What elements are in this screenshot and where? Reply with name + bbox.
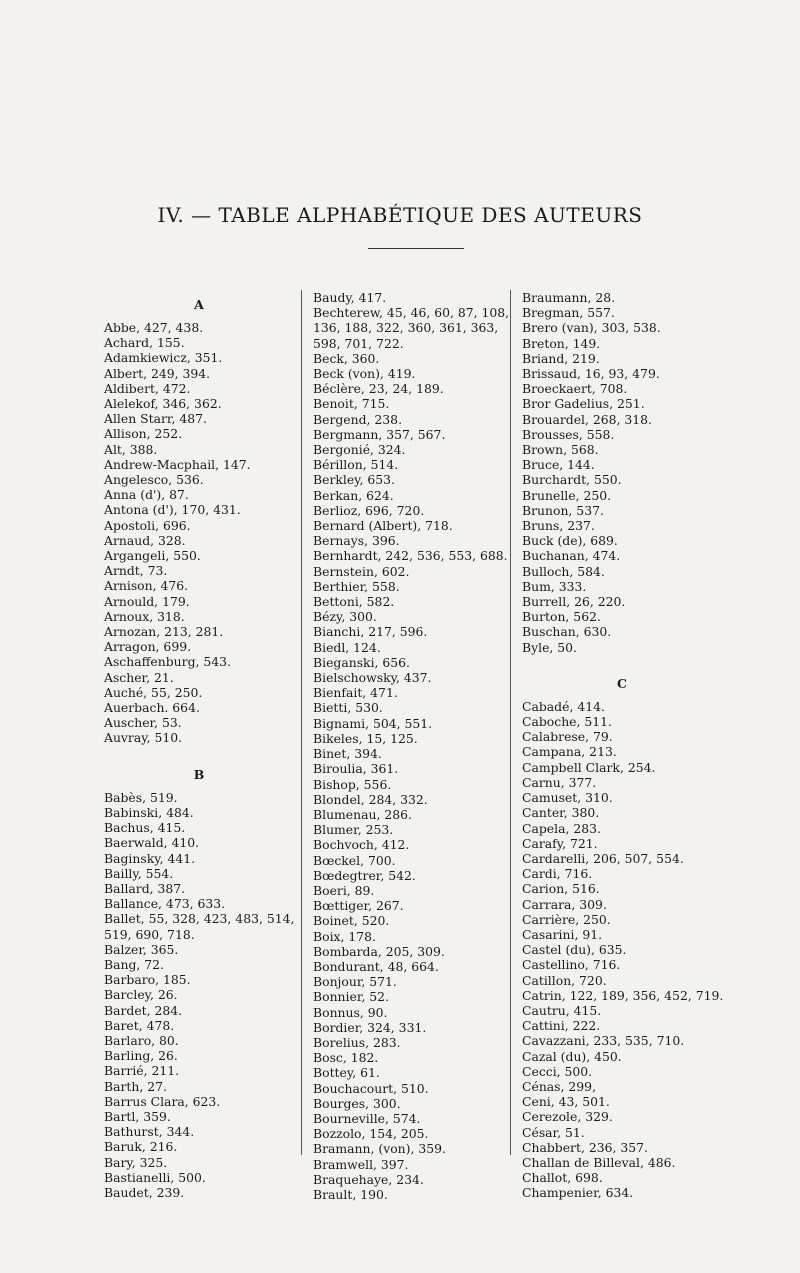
index-entry: Bruns, 237. bbox=[522, 518, 595, 534]
index-entry: Bulloch, 584. bbox=[522, 563, 605, 579]
index-entry: Bœttiger, 267. bbox=[313, 898, 404, 914]
index-entry: Borelius, 283. bbox=[313, 1034, 401, 1050]
index-entry: Berthier, 558. bbox=[313, 578, 400, 594]
index-entry: Boinet, 520. bbox=[313, 913, 390, 929]
section-letter: C bbox=[617, 675, 627, 691]
index-entry: Bietti, 530. bbox=[313, 700, 383, 716]
index-entry: Auscher, 53. bbox=[104, 715, 182, 731]
index-entry: Castel (du), 635. bbox=[522, 942, 627, 958]
page-title: IV. — TABLE ALPHABÉTIQUE DES AUTEURS bbox=[157, 203, 643, 227]
index-entry: Ballance, 473, 633. bbox=[104, 896, 226, 912]
index-entry: Brunelle, 250. bbox=[522, 487, 612, 503]
index-entry: Bondurant, 48, 664. bbox=[313, 958, 439, 974]
index-entry: Berkley, 653. bbox=[313, 472, 395, 488]
index-entry: Arragon, 699. bbox=[104, 639, 192, 655]
index-entry: Bozzolo, 154, 205. bbox=[313, 1126, 429, 1142]
index-entry: Cénas, 299, bbox=[522, 1078, 597, 1094]
index-entry: Abbe, 427, 438. bbox=[104, 320, 204, 335]
index-entry: Catillon, 720. bbox=[522, 972, 607, 988]
index-entry: Ballard, 387. bbox=[104, 880, 186, 896]
index-entry: Byle, 50. bbox=[522, 639, 577, 655]
index-entry: Bielschowsky, 437. bbox=[313, 670, 432, 686]
index-entry: Boix, 178. bbox=[313, 928, 376, 944]
section-gap bbox=[104, 746, 294, 760]
index-entry: Casarini, 91. bbox=[522, 926, 603, 942]
index-entry: Arnoux, 318. bbox=[104, 608, 185, 624]
index-entry: Carafy, 721. bbox=[522, 835, 598, 851]
index-entry: Bordier, 324, 331. bbox=[313, 1019, 427, 1035]
index-entry: Burton, 562. bbox=[522, 609, 601, 625]
index-column-1 bbox=[104, 290, 294, 1200]
index-entry: Blumer, 253. bbox=[313, 822, 394, 838]
index-entry: Brouardel, 268, 318. bbox=[522, 411, 652, 427]
index-entry: Cattini, 222. bbox=[522, 1018, 601, 1034]
index-entry: Auerbach. 664. bbox=[104, 700, 200, 716]
index-entry: Brault, 190. bbox=[313, 1186, 388, 1202]
index-entry: Bernays, 396. bbox=[313, 533, 400, 549]
index-entry: Cazal (du), 450. bbox=[522, 1048, 622, 1064]
index-entry: Braumann, 28. bbox=[522, 290, 616, 305]
index-entry: Antona (d'), 170, 431. bbox=[104, 502, 241, 518]
index-entry: Baudy, 417. bbox=[313, 290, 387, 305]
index-entry: Bœdegtrer, 542. bbox=[313, 867, 416, 883]
index-entry: 519, 690, 718. bbox=[104, 926, 195, 942]
index-entry: Bruce, 144. bbox=[522, 457, 595, 473]
index-entry: Bianchi, 217, 596. bbox=[313, 624, 428, 640]
index-entry: Babinski, 484. bbox=[104, 804, 194, 820]
index-entry: Bonnier, 52. bbox=[313, 989, 389, 1005]
index-entry: Bienfait, 471. bbox=[313, 685, 398, 701]
index-entry: Bochvoch, 412. bbox=[313, 837, 410, 853]
index-entry: Bror Gadelius, 251. bbox=[522, 396, 645, 412]
index-entry: Champenier, 634. bbox=[522, 1185, 634, 1201]
index-entry: Bastianelli, 500. bbox=[104, 1169, 206, 1185]
index-entry: Biedl, 124. bbox=[313, 639, 381, 655]
index-entry: Cautru, 415. bbox=[522, 1002, 602, 1018]
index-entry: Blumenau, 286. bbox=[313, 806, 412, 822]
index-entry: Castellino, 716. bbox=[522, 957, 621, 973]
index-entry: Camuset, 310. bbox=[522, 790, 613, 806]
section-letter: B bbox=[193, 766, 205, 782]
index-entry: Bernhardt, 242, 536, 553, 688. bbox=[313, 548, 508, 564]
index-entry: Bechterew, 45, 46, 60, 87, 108, bbox=[313, 305, 510, 321]
index-entry: Bergonié, 324. bbox=[313, 442, 406, 458]
index-entry: Brousses, 558. bbox=[522, 426, 615, 442]
index-entry: Auvray, 510. bbox=[104, 730, 183, 746]
index-entry: Albert, 249, 394. bbox=[104, 365, 211, 381]
title-underline bbox=[368, 248, 464, 249]
index-entry: Bettoni, 582. bbox=[313, 594, 395, 610]
index-entry: Beck, 360. bbox=[313, 350, 380, 366]
index-entry: Arnaud, 328. bbox=[104, 532, 186, 548]
index-entry: Cardarelli, 206, 507, 554. bbox=[522, 850, 684, 866]
index-entry: Anna (d'), 87. bbox=[104, 487, 189, 503]
index-entry: Berlioz, 696, 720. bbox=[313, 502, 425, 518]
index-entry: Bérillon, 514. bbox=[313, 457, 399, 473]
index-entry: Carnu, 377. bbox=[522, 774, 597, 790]
index-entry: Broeckaert, 708. bbox=[522, 381, 628, 397]
index-entry: Caboche, 511. bbox=[522, 714, 612, 730]
index-entry: Cecci, 500. bbox=[522, 1063, 593, 1079]
index-entry: Baret, 478. bbox=[104, 1017, 175, 1033]
index-entry: Barcley, 26. bbox=[104, 987, 178, 1003]
index-entry: Bachus, 415. bbox=[104, 820, 186, 836]
index-entry: Brero (van), 303, 538. bbox=[522, 320, 661, 336]
index-entry: César, 51. bbox=[522, 1124, 585, 1140]
index-entry: Andrew-Macphail, 147. bbox=[104, 456, 251, 472]
index-entry: Blondel, 284, 332. bbox=[313, 791, 428, 807]
index-entry: Bœckel, 700. bbox=[313, 852, 396, 868]
index-entry: Capela, 283. bbox=[522, 820, 601, 836]
index-entry: Bregman, 557. bbox=[522, 305, 615, 321]
index-entry: Bartl, 359. bbox=[104, 1108, 171, 1124]
index-entry: Bonjour, 571. bbox=[313, 974, 397, 990]
index-entry: Arnozan, 213, 281. bbox=[104, 624, 224, 640]
index-entry: Baudet, 239. bbox=[104, 1184, 185, 1200]
index-entry: Bézy, 300. bbox=[313, 609, 377, 625]
index-entry: Buschan, 630. bbox=[522, 624, 612, 640]
index-entry: 598, 701, 722. bbox=[313, 335, 404, 351]
index-entry: Baginsky, 441. bbox=[104, 850, 196, 866]
index-entry: Baerwald, 410. bbox=[104, 835, 200, 851]
index-entry: Babès, 519. bbox=[104, 789, 178, 805]
index-entry: Ballet, 55, 328, 423, 483, 514, bbox=[104, 911, 295, 927]
index-entry: Arndt, 73. bbox=[104, 563, 168, 579]
index-entry: Burchardt, 550. bbox=[522, 472, 622, 488]
index-entry: Bernard (Albert), 718. bbox=[313, 518, 453, 534]
index-entry: Cabadé, 414. bbox=[522, 698, 605, 714]
index-entry: Burrell, 26, 220. bbox=[522, 594, 626, 610]
index-entry: Carrara, 309. bbox=[522, 896, 607, 912]
index-entry: Arnould, 179. bbox=[104, 593, 190, 609]
index-entry: Bang, 72. bbox=[104, 956, 164, 972]
index-entry: Bieganski, 656. bbox=[313, 654, 410, 670]
index-entry: Bombarda, 205, 309. bbox=[313, 943, 445, 959]
index-entry: Beck (von), 419. bbox=[313, 366, 416, 382]
index-entry: Briand, 219. bbox=[522, 350, 600, 366]
index-entry: Cerezole, 329. bbox=[522, 1109, 613, 1125]
index-entry: Adamkiewicz, 351. bbox=[104, 350, 223, 366]
index-entry: Alelekof, 346, 362. bbox=[104, 396, 222, 412]
index-entry: Argangeli, 550. bbox=[104, 548, 201, 564]
index-entry: Cavazzani, 233, 535, 710. bbox=[522, 1033, 685, 1049]
index-entry: Balzer, 365. bbox=[104, 941, 179, 957]
index-entry: Aschaffenburg, 543. bbox=[104, 654, 231, 670]
index-column-2 bbox=[313, 290, 513, 1202]
index-entry: Alt, 388. bbox=[104, 441, 158, 457]
index-entry: Brunon, 537. bbox=[522, 502, 604, 518]
index-entry: Brown, 568. bbox=[522, 442, 599, 458]
index-entry: Bardet, 284. bbox=[104, 1002, 183, 1018]
index-entry: Catrin, 122, 189, 356, 452, 719. bbox=[522, 987, 724, 1003]
index-entry: Barrus Clara, 623. bbox=[104, 1093, 221, 1109]
index-column-3 bbox=[522, 290, 722, 1201]
index-entry: Barbaro, 185. bbox=[104, 972, 191, 988]
index-entry: Binet, 394. bbox=[313, 746, 382, 762]
index-entry: Calabrese, 79. bbox=[522, 729, 613, 745]
index-entry: Canter, 380. bbox=[522, 805, 600, 821]
index-entry: Breton, 149. bbox=[522, 335, 601, 351]
index-entry: Allen Starr, 487. bbox=[104, 411, 207, 427]
index-entry: Bonnus, 90. bbox=[313, 1004, 388, 1020]
column-divider bbox=[301, 290, 302, 1155]
index-entry: Braquehaye, 234. bbox=[313, 1171, 424, 1187]
index-entry: Ceni, 43, 501. bbox=[522, 1094, 610, 1110]
index-entry: Arnison, 476. bbox=[104, 578, 189, 594]
index-entry: Allison, 252. bbox=[104, 426, 183, 442]
section-gap bbox=[522, 655, 722, 669]
index-entry: Bergmann, 357, 567. bbox=[313, 426, 446, 442]
index-entry: Auché, 55, 250. bbox=[104, 684, 203, 700]
index-entry: Bouchacourt, 510. bbox=[313, 1080, 429, 1096]
index-entry: Ascher, 21. bbox=[104, 669, 174, 685]
index-entry: Bramwell, 397. bbox=[313, 1156, 409, 1172]
index-entry: Challot, 698. bbox=[522, 1170, 603, 1186]
index-entry: Bignami, 504, 551. bbox=[313, 715, 433, 731]
index-entry: Campbell Clark, 254. bbox=[522, 759, 656, 775]
index-entry: Apostoli, 696. bbox=[104, 517, 191, 533]
index-entry: Bikeles, 15, 125. bbox=[313, 730, 418, 746]
index-entry: Challan de Billeval, 486. bbox=[522, 1154, 676, 1170]
index-entry: Achard, 155. bbox=[104, 335, 185, 351]
index-entry: Buchanan, 474. bbox=[522, 548, 621, 564]
index-entry: Bailly, 554. bbox=[104, 865, 174, 881]
index-entry: Bernstein, 602. bbox=[313, 563, 410, 579]
index-entry: Boeri, 89. bbox=[313, 882, 375, 898]
index-entry: Bathurst, 344. bbox=[104, 1124, 195, 1140]
index-entry: Biroulia, 361. bbox=[313, 761, 399, 777]
index-entry: Carion, 516. bbox=[522, 881, 600, 897]
index-entry: Barling, 26. bbox=[104, 1048, 178, 1064]
index-entry: Buck (de), 689. bbox=[522, 533, 618, 549]
index-entry: Brissaud, 16, 93, 479. bbox=[522, 366, 660, 382]
index-entry: Bishop, 556. bbox=[313, 776, 392, 792]
index-entry: 136, 188, 322, 360, 361, 363, bbox=[313, 320, 499, 336]
index-entry: Bramann, (von), 359. bbox=[313, 1141, 446, 1157]
index-entry: Cardi, 716. bbox=[522, 866, 593, 882]
index-entry: Bourneville, 574. bbox=[313, 1110, 421, 1126]
index-entry: Campana, 213. bbox=[522, 744, 617, 760]
index-entry: Aldibert, 472. bbox=[104, 380, 191, 396]
index-entry: Baruk, 216. bbox=[104, 1139, 178, 1155]
index-entry: Bary, 325. bbox=[104, 1154, 168, 1170]
index-entry: Barlaro, 80. bbox=[104, 1032, 179, 1048]
index-entry: Béclère, 23, 24, 189. bbox=[313, 381, 444, 397]
index-entry: Benoit, 715. bbox=[313, 396, 390, 412]
index-entry: Barrié, 211. bbox=[104, 1063, 180, 1079]
index-entry: Chabbert, 236, 357. bbox=[522, 1139, 648, 1155]
index-entry: Bum, 333. bbox=[522, 578, 587, 594]
index-entry: Angelesco, 536. bbox=[104, 472, 204, 488]
section-letter: A bbox=[194, 297, 204, 312]
index-entry: Bottey, 61. bbox=[313, 1065, 380, 1081]
index-entry: Bosc, 182. bbox=[313, 1050, 379, 1066]
index-entry: Barth, 27. bbox=[104, 1078, 167, 1094]
index-entry: Carrière, 250. bbox=[522, 911, 611, 927]
index-entry: Bourges, 300. bbox=[313, 1095, 401, 1111]
index-entry: Bergend, 238. bbox=[313, 411, 403, 427]
index-entry: Berkan, 624. bbox=[313, 487, 394, 503]
